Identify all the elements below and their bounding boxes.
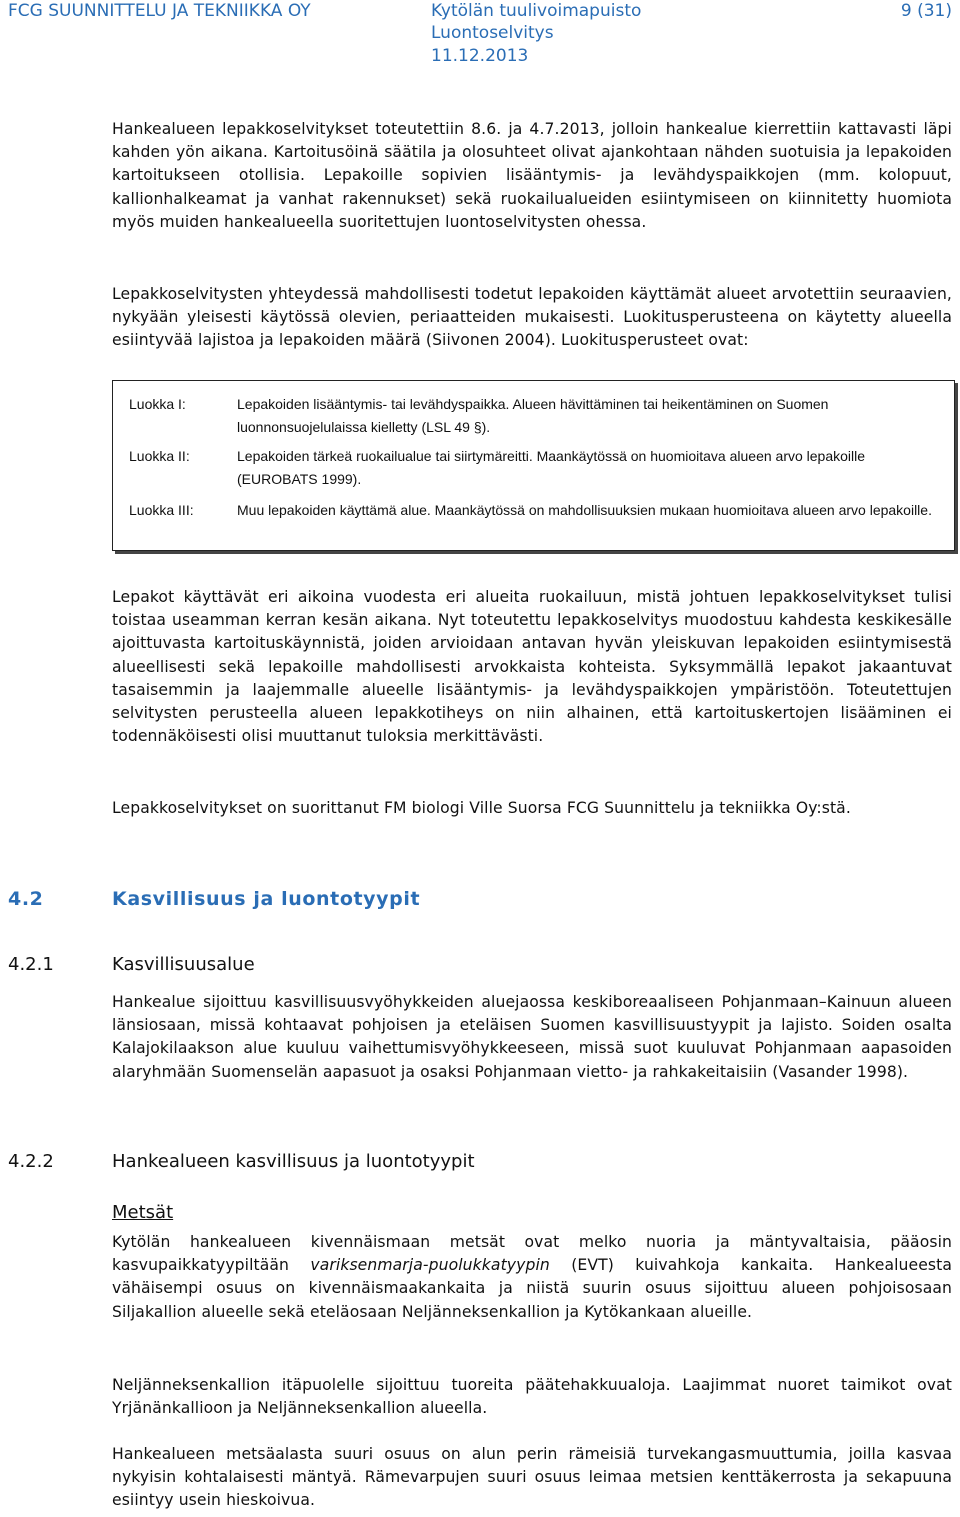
subheading-forests: Metsät <box>112 1202 174 1223</box>
page-header <box>0 0 960 70</box>
company-name: FCG SUUNNITTELU JA TEKNIIKKA OY <box>8 1 311 21</box>
project-name: Kytölän tuulivoimapuisto <box>431 1 642 21</box>
class-description: Muu lepakoiden käyttämä alue. Maankäytössä on mahdollisuuksien mukaan huomioitava alueen arvo lepakoille. <box>237 502 932 518</box>
class-description: Lepakoiden tärkeä ruokailualue tai siirtymäreitti. Maankäytössä on huomioitava alueen arvo lepakoille (EUROBATS 1999). <box>237 448 866 487</box>
paragraph-classification: Lepakkoselvitysten yhteydessä mahdollisesti todetut lepakoiden käyttämät alueet arvotettiin seuraavien, nykyään yleisesti käytössä olevien, periaatteiden mukaisesti. Luokitusperusteena on käytetty alueella esiintyvää lajistoa ja lepakoiden määrä (Siivonen 2004). Luokitusperusteet ovat: <box>112 285 952 350</box>
classification-box <box>112 380 955 551</box>
document-date: 11.12.2013 <box>431 46 529 66</box>
paragraph-surveyor: Lepakkoselvitykset on suorittanut FM biologi Ville Suorsa FCG Suunnittelu ja tekniikka Oy:stä. <box>112 799 851 817</box>
paragraph-peatland-forests: Hankealueen metsäalasta suuri osuus on alun perin rämeisiä turvekangasmuuttumia, joilla kasvaa nykyisin kohtalaisesti mäntyä. Rämevarpujen suuri osuus leimaa metsien kenttäkerrosta ja sekapuuna esiintyy usein hieskoivua. <box>112 1445 952 1510</box>
section-heading-vegetation: 4.2 Kasvillisuus ja luontotyypit <box>8 888 421 910</box>
paragraph-bat-survey: Hankealueen lepakkoselvitykset toteutettiin 8.6. ja 4.7.2013, jolloin hankealue kierrettiin kattavasti läpi kahden yön aikana. Kartoitusöinä säätila ja olosuhteet olivat ajankohtaan nähden suotuisia ja lepakoiden kartoitukseen otollisia. Lepakoille sopivien lisääntymis- ja levähdyspaikkojen (mm. kolopuut, kallionhalkeamat ja vanhat rakennukset) sekä ruokailualueiden esiintymiseen on kiinnitetty huomiota myös muiden hankealueella suoritettujen luontoselvitysten ohessa. <box>112 120 952 231</box>
paragraph-forests: Kytölän hankealueen kivennäismaan metsät ovat melko nuoria ja mäntyvaltaisia, pääosin kasvupaikkatyypiltään variksenmarja-puolukkatyypin (EVT) kuivahkoja kankaita. Hankealueesta vähäisempi osuus on kivennäismaakankaita ja niistä suurin osuus sijoittuu alueen pohjoisosaan Siljakallion alueelle sekä eteläosaan Neljänneksenkallion ja Kytökankaan alueille. <box>112 1233 953 1321</box>
page-number: 9 (31) <box>900 1 952 21</box>
subsection-heading-vegetation-zone: 4.2.1 Kasvillisuusalue <box>8 954 255 975</box>
class-label: Luokka III: <box>129 502 194 518</box>
class-label: Luokka II: <box>129 448 190 464</box>
paragraph-survey-timing: Lepakot käyttävät eri aikoina vuodesta eri alueita ruokailuun, mistä johtuen lepakkoselvitykset tulisi toistaa useamman kerran kesän aikana. Nyt toteutettu lepakkoselvitys muodostuu kahdesta keskikesälle ajoittuvasta kartoituskäynnistä, joiden arvioidaan antavan hyvän yleiskuvan lepakoiden esiintymisestä alueellisesti sekä lepakoille mahdollisesti arvokkaista kohteista. Syksymmällä lepakot jakaantuvat tasaisemmin ja laajemmalle alueelle lisääntymis- ja levähdyspaikkojen ympäristöön. Toteutettujen selvitysten perusteella alueen lepakkotiheys on niin alhainen, että kartoituskertojen lisääminen ei todennäköisesti olisi muuttanut tuloksia merkittävästi. <box>112 588 952 746</box>
class-description: Lepakoiden lisääntymis- tai levähdyspaikka. Alueen hävittäminen tai heikentäminen on Suomen luonnonsuojelulaissa kielletty (LSL 49 §). <box>237 396 829 435</box>
document-type: Luontoselvitys <box>431 23 554 43</box>
paragraph-vegetation-zone: Hankealue sijoittuu kasvillisuusvyöhykkeiden aluejaossa keskiboreaaliseen Pohjanmaan–Kainuun alueen länsiosaan, missä kohtaavat pohjoisen ja eteläisen Suomen kasvillisuustyypit ja lajisto. Soiden osalta Kalajokilaakson alue kuuluu vaihettumisvyöhykkeeseen, missä suot kuuluvat Pohjanmaan aapasoiden alaryhmään Suomenselän aapasuot ja osaksi Pohjanmaan vietto- ja rahkakeitaisiin (Vasander 1998). <box>112 993 952 1081</box>
paragraph-clearings: Neljänneksenkallion itäpuolelle sijoittuu tuoreita päätehakkuualoja. Laajimmat nuoret taimikot ovat Yrjänänkallioon ja Neljänneksenkallion alueella. <box>112 1376 952 1418</box>
subsection-heading-habitat-types: 4.2.2 Hankealueen kasvillisuus ja luontotyypit <box>8 1151 475 1172</box>
class-label: Luokka I: <box>129 396 186 412</box>
